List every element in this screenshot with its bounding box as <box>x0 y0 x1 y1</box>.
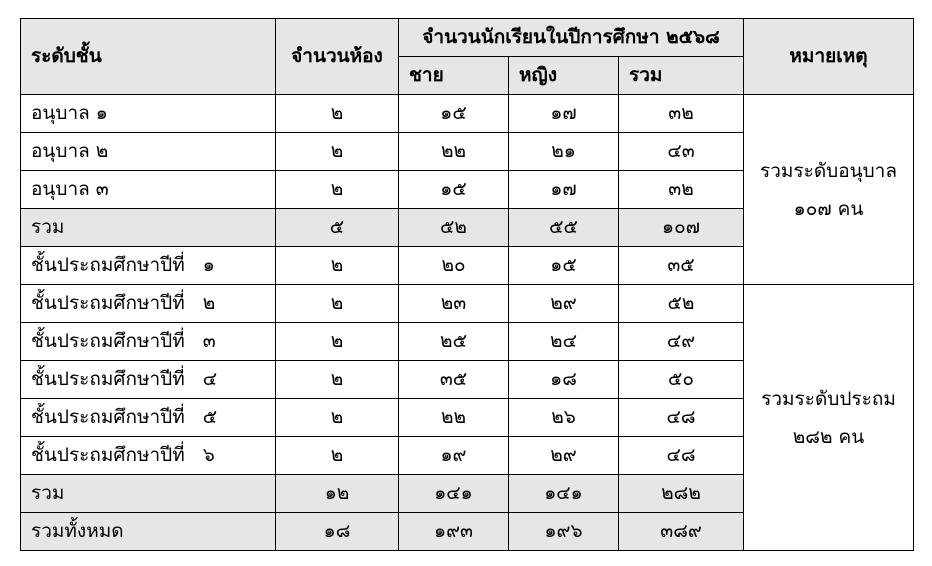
row-total: ๓๕ <box>619 247 744 285</box>
row-female: ๑๔๑ <box>509 475 619 513</box>
grade-number: ๓ <box>202 330 216 352</box>
row-rooms: ๑๒ <box>276 475 399 513</box>
header-total: รวม <box>619 57 744 95</box>
row-total: ๔๓ <box>619 133 744 171</box>
note-kindergarten-line2: ๑๐๗ คน <box>793 197 864 220</box>
header-level: ระดับชั้น <box>21 19 276 95</box>
row-total: ๔๘ <box>619 437 744 475</box>
header-students-group: จำนวนนักเรียนในปีการศึกษา ๒๕๖๘ <box>399 19 744 57</box>
row-male: ๒๒ <box>399 399 509 437</box>
row-total: ๔๘ <box>619 399 744 437</box>
row-rooms: ๒ <box>276 399 399 437</box>
note-primary-line1: รวมระดับประถม <box>761 387 896 410</box>
row-rooms: ๒ <box>276 437 399 475</box>
grade-text: ชั้นประถมศึกษาปีที่ <box>31 330 185 352</box>
row-female: ๑๙๖ <box>509 513 619 551</box>
row-rooms: ๒ <box>276 247 399 285</box>
row-rooms: ๒ <box>276 95 399 133</box>
table-row <box>21 285 914 323</box>
row-rooms: ๒ <box>276 361 399 399</box>
row-female: ๑๗ <box>509 171 619 209</box>
row-total: ๑๐๗ <box>619 209 744 247</box>
note-primary-line2: ๒๘๒ คน <box>792 425 865 448</box>
grade-number: ๕ <box>202 406 218 428</box>
grade-text: ชั้นประถมศึกษาปีที่ <box>31 444 185 466</box>
row-male: ๑๙๓ <box>399 513 509 551</box>
row-label <box>21 399 276 437</box>
student-count-table <box>20 18 914 551</box>
table-row <box>21 95 914 133</box>
row-male: ๑๕ <box>399 95 509 133</box>
row-total: ๕๒ <box>619 285 744 323</box>
grade-text: ชั้นประถมศึกษาปีที่ <box>31 292 185 314</box>
row-total: ๓๒ <box>619 171 744 209</box>
row-label <box>21 361 276 399</box>
row-female: ๕๕ <box>509 209 619 247</box>
row-male: ๑๙ <box>399 437 509 475</box>
row-rooms: ๒ <box>276 133 399 171</box>
row-male: ๑๕ <box>399 171 509 209</box>
row-female: ๑๗ <box>509 95 619 133</box>
row-label: รวมทั้งหมด <box>21 513 276 551</box>
row-total: ๔๙ <box>619 323 744 361</box>
row-female: ๒๙ <box>509 285 619 323</box>
grade-number: ๔ <box>202 368 218 390</box>
row-male: ๑๔๑ <box>399 475 509 513</box>
row-male: ๕๒ <box>399 209 509 247</box>
row-label <box>21 285 276 323</box>
row-total: ๕๐ <box>619 361 744 399</box>
grade-number: ๑ <box>202 254 215 276</box>
row-label <box>21 437 276 475</box>
note-kindergarten-line1: รวมระดับอนุบาล <box>760 159 897 182</box>
grade-text: ชั้นประถมศึกษาปีที่ <box>31 368 185 390</box>
row-rooms: ๑๘ <box>276 513 399 551</box>
row-female: ๑๘ <box>509 361 619 399</box>
row-male: ๓๕ <box>399 361 509 399</box>
header-male: ชาย <box>399 57 509 95</box>
row-female: ๒๖ <box>509 399 619 437</box>
grade-text: ชั้นประถมศึกษาปีที่ <box>31 406 185 428</box>
header-rooms: จำนวนห้อง <box>276 19 399 95</box>
row-rooms: ๒ <box>276 323 399 361</box>
row-male: ๒๕ <box>399 323 509 361</box>
row-label <box>21 247 276 285</box>
row-male: ๒๒ <box>399 133 509 171</box>
row-label: อนุบาล ๑ <box>21 95 276 133</box>
note-kindergarten <box>744 95 914 285</box>
grade-number: ๖ <box>202 444 215 466</box>
row-total: ๓๘๙ <box>619 513 744 551</box>
row-male: ๒๐ <box>399 247 509 285</box>
row-female: ๒๙ <box>509 437 619 475</box>
row-label: รวม <box>21 475 276 513</box>
header-female: หญิง <box>509 57 619 95</box>
row-rooms: ๒ <box>276 171 399 209</box>
row-total: ๓๒ <box>619 95 744 133</box>
grade-text: ชั้นประถมศึกษาปีที่ <box>31 254 185 276</box>
row-female: ๒๑ <box>509 133 619 171</box>
row-label <box>21 323 276 361</box>
row-rooms: ๕ <box>276 209 399 247</box>
row-label: รวม <box>21 209 276 247</box>
note-primary <box>744 285 914 551</box>
grade-number: ๒ <box>202 292 216 314</box>
row-female: ๒๔ <box>509 323 619 361</box>
row-female: ๑๕ <box>509 247 619 285</box>
row-label: อนุบาล ๓ <box>21 171 276 209</box>
header-note: หมายเหตุ <box>744 19 914 95</box>
row-label: อนุบาล ๒ <box>21 133 276 171</box>
row-male: ๒๓ <box>399 285 509 323</box>
row-total: ๒๘๒ <box>619 475 744 513</box>
row-rooms: ๒ <box>276 285 399 323</box>
